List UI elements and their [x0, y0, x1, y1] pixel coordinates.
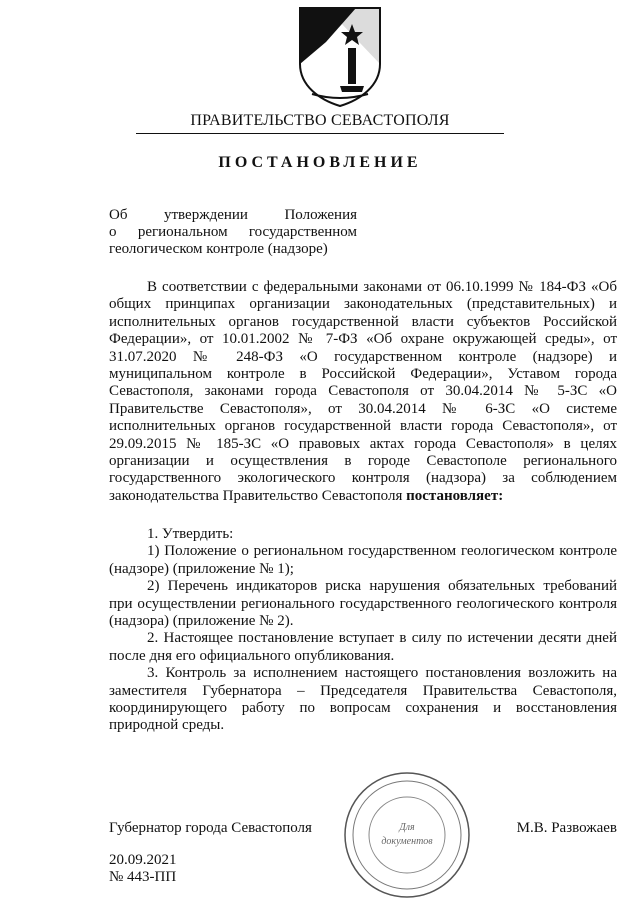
document-date-number [109, 852, 177, 886]
item-3: 3. Контроль за исполнением настоящего постановления возложить на заместителя Губернатора – Председателя Правительства Севастополя, координирующего работу по вопросам сохранения и восстановления природной среды. [109, 665, 617, 734]
subject-line: геологическом контроле (надзоре) [109, 241, 328, 257]
preamble [109, 279, 617, 505]
coat-of-arms-icon [296, 2, 384, 108]
subject-line: Об утверждении Положения [109, 207, 357, 223]
document-type: ПОСТАНОВЛЕНИЕ [218, 154, 422, 171]
item-1: 1. Утвердить: [147, 526, 234, 542]
signatory-position: Губернатор города Севастополя [109, 820, 312, 836]
resolution-items [109, 526, 617, 735]
svg-text:Для: Для [399, 822, 415, 833]
preamble-text: В соответствии с федеральными законами от 06.10.1999 № 184-ФЗ «Об общих принципах организации законодательных (представительных) и исполнительных органов государственной власти субъектов Российской Федерации», от 10.01.2002 № 7-ФЗ «Об охране окружающей среды», от 31.07.2020 № 248-ФЗ «О государственном контроле (надзоре) и муниципальном контроле в Российской Федерации», Уставом города Севастополя, законами города Севастополя от 30.04.2014 № 5-ЗС «О Правительстве Севастополя», от 30.04.2014 № 6-ЗС «О системе исполнительных органов государственной власти города Севастополя», от 29.09.2015 № 185-ЗС «О правовых актах города Севастополя» в целях организации и осуществления в городе Севастополе регионального государственного экологического контроля (надзора) за соблюдением законодательства Правительство Севастополя [109, 279, 617, 504]
document-number: № 443-ПП [109, 869, 177, 885]
document-date: 20.09.2021 [109, 852, 177, 868]
signatory-name: М.В. Развожаев [516, 820, 617, 836]
official-seal-icon [342, 770, 472, 900]
preamble-verb: постановляет: [406, 487, 504, 504]
subject-line: о региональном государственном [109, 224, 357, 240]
item-1-2: 2) Перечень индикаторов риска нарушения обязательных требований при осуществлении регионального государственного геологического контроля (надзора) (приложение № 2). [109, 578, 617, 630]
item-1-1: 1) Положение о региональном государственном геологическом контроле (надзоре) (приложение № 1); [109, 543, 617, 577]
svg-text:документов: документов [381, 836, 433, 847]
document-subject [109, 207, 357, 258]
title-divider [136, 133, 504, 134]
item-2: 2. Настоящее постановление вступает в силу по истечении десяти дней после дня его официального опубликования. [109, 630, 617, 664]
government-title: ПРАВИТЕЛЬСТВО СЕВАСТОПОЛЯ [190, 112, 450, 129]
